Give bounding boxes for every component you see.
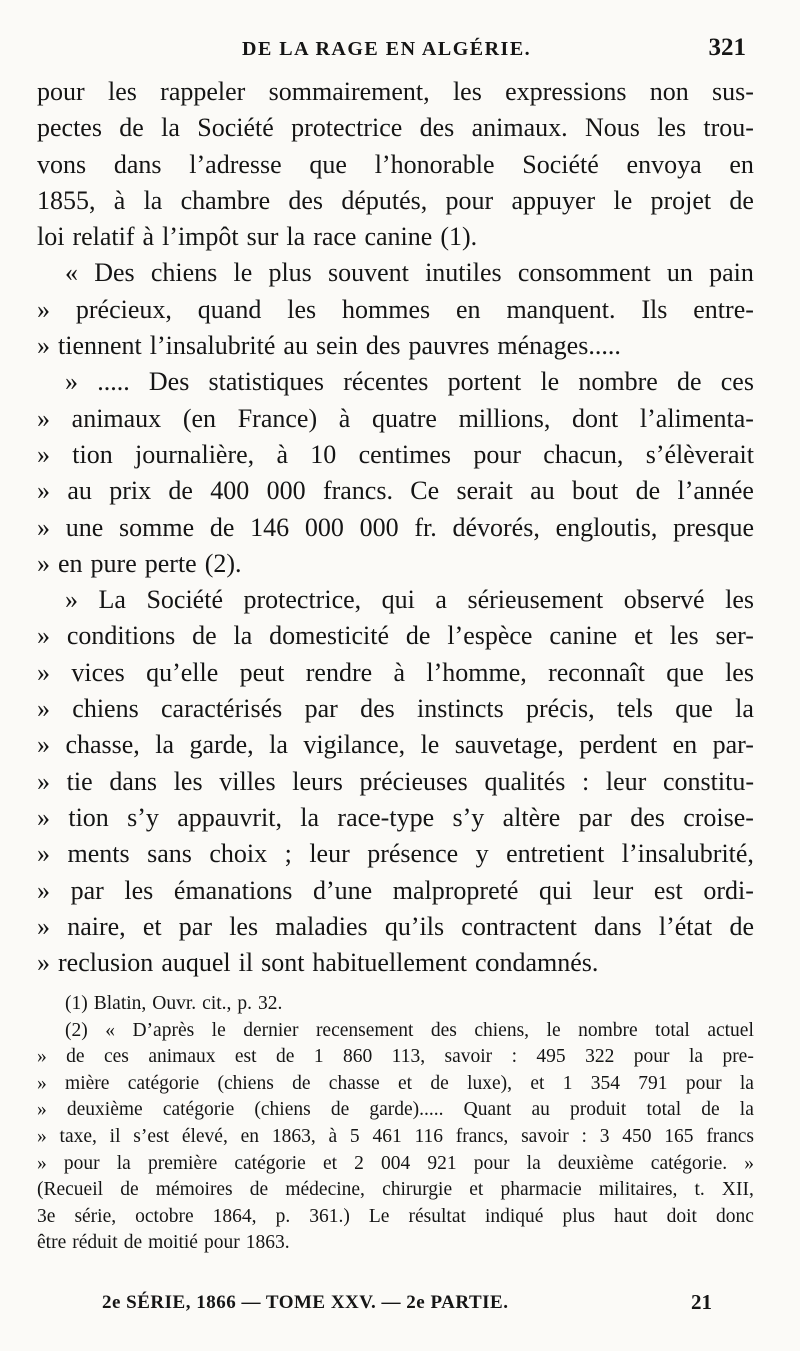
- text-line-12: » au prix de 400 000 francs. Ce serait au bout de l’année: [37, 476, 754, 506]
- footnote-line-4: » mière catégorie (chiens de chasse et de luxe), et 1 354 791 pour la: [37, 1072, 754, 1094]
- footnote-line-5: » deuxième catégorie (chiens de garde)..... Quant au produit total de la: [37, 1099, 754, 1121]
- text-line-15: » La Société protectrice, qui a sérieusement observé les: [65, 585, 754, 615]
- text-line-8: » tiennent l’insalubrité au sein des pauvres ménages.....: [37, 331, 621, 361]
- footnote-line-10: être réduit de moitié pour 1863.: [37, 1232, 290, 1254]
- text-line-25: » reclusion auquel il sont habituellement condamnés.: [37, 948, 599, 978]
- text-line-20: » tie dans les villes leurs précieuses qualités : leur constitu-: [37, 766, 754, 796]
- page-footer: [0, 1290, 800, 1318]
- text-line-6: « Des chiens le plus souvent inutiles consomment un pain: [65, 258, 754, 288]
- text-line-14: » en pure perte (2).: [37, 548, 242, 578]
- page-header: [0, 34, 800, 64]
- text-line-21: » tion s’y appauvrit, la race-type s’y altère par des croise-: [37, 802, 754, 832]
- footnote-line-9: 3e série, octobre 1864, p. 361.) Le résultat indiqué plus haut doit donc: [37, 1205, 754, 1227]
- footnote-line-6: » taxe, il s’est élevé, en 1863, à 5 461 116 francs, savoir : 3 450 165 francs: [37, 1125, 754, 1147]
- text-line-16: » conditions de la domesticité de l’espèce canine et les ser-: [37, 621, 754, 651]
- running-title: DE LA RAGE EN ALGÉRIE.: [242, 38, 532, 60]
- footnote-line-1: (1) Blatin, Ouvr. cit., p. 32.: [65, 993, 283, 1014]
- signature-mark: 2e SÉRIE, 1866 — TOME XXV. — 2e PARTIE.: [102, 1292, 509, 1313]
- page-number: 321: [708, 34, 746, 61]
- text-line-11: » tion journalière, à 10 centimes pour chacun, s’élèverait: [37, 439, 754, 469]
- text-line-5: loi relatif à l’impôt sur la race canine (1).: [37, 222, 478, 252]
- footnote-line-3: » de ces animaux est de 1 860 113, savoir : 495 322 pour la pre-: [37, 1046, 754, 1068]
- footnote-line-2: (2) « D’après le dernier recensement des chiens, le nombre total actuel: [65, 1019, 754, 1041]
- text-line-9: » ..... Des statistiques récentes portent le nombre de ces: [65, 367, 754, 397]
- text-line-24: » naire, et par les maladies qu’ils contractent dans l’état de: [37, 911, 754, 941]
- footnote-line-7: » pour la première catégorie et 2 004 921 pour la deuxième catégorie. »: [37, 1152, 754, 1174]
- text-line-2: pectes de la Société protectrice des animaux. Nous les trou-: [37, 113, 754, 143]
- footnotes: [37, 991, 754, 1257]
- text-line-23: » par les émanations d’une malpropreté qui leur est ordi-: [37, 875, 754, 905]
- text-line-22: » ments sans choix ; leur présence y entretient l’insalubrité,: [37, 839, 754, 869]
- text-line-18: » chiens caractérisés par des instincts précis, tels que la: [37, 694, 754, 724]
- text-line-3: vons dans l’adresse que l’honorable Société envoya en: [37, 149, 754, 179]
- text-line-10: » animaux (en France) à quatre millions, dont l’alimenta-: [37, 403, 754, 433]
- gathering-number: 21: [691, 1290, 712, 1314]
- text-line-17: » vices qu’elle peut rendre à l’homme, reconnaît que les: [37, 657, 754, 687]
- text-line-13: » une somme de 146 000 000 fr. dévorés, engloutis, presque: [37, 512, 754, 542]
- text-line-4: 1855, à la chambre des députés, pour appuyer le projet de: [37, 185, 754, 215]
- text-line-7: » précieux, quand les hommes en manquent. Ils entre-: [37, 294, 754, 324]
- footnote-line-8: (Recueil de mémoires de médecine, chirurgie et pharmacie militaires, t. XII,: [37, 1179, 754, 1201]
- text-line-1: pour les rappeler sommairement, les expressions non sus-: [37, 77, 754, 106]
- main-text: [37, 74, 754, 981]
- text-line-19: » chasse, la garde, la vigilance, le sauvetage, perdent en par-: [37, 730, 754, 760]
